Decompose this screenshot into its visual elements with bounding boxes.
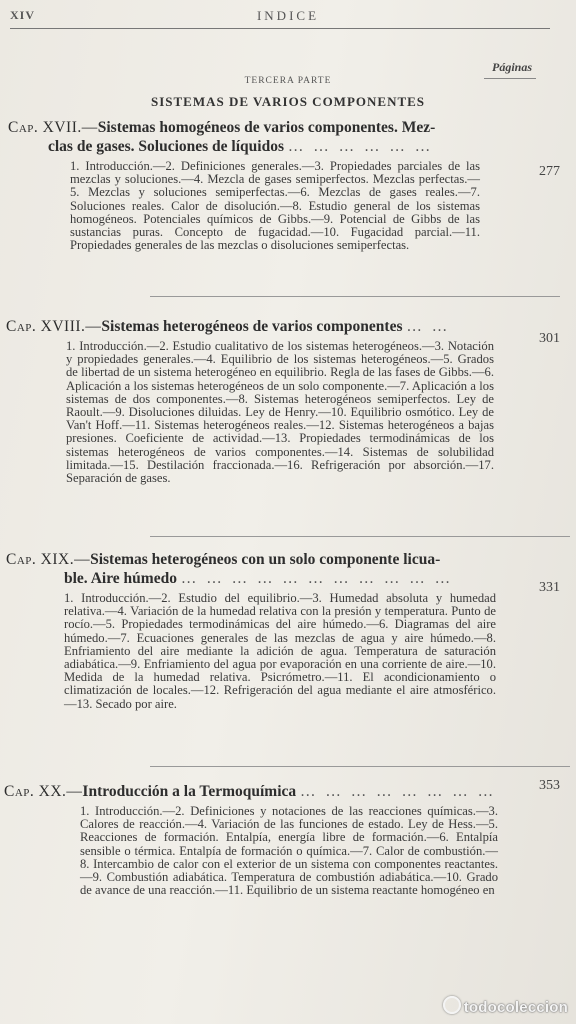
chapter-page: 277 [539, 164, 560, 179]
chapter-title-line1: Sistemas heterogéneos con un solo componente licua- [90, 551, 441, 568]
page-number: XIV [10, 8, 36, 22]
chapter-title-line1: Sistemas heterogéneos de varios componentes [101, 318, 403, 335]
chapter-number: Cap. XVII.— [8, 119, 98, 136]
chapter-number: Cap. XX.— [4, 783, 83, 800]
leader-dots: … … [406, 318, 451, 335]
running-header [0, 8, 576, 28]
part-label: TERCERA PARTE [244, 76, 332, 86]
chapter-title-line2: clas de gases. Soluciones de líquidos [48, 138, 284, 155]
chapter-contents: 1. Introducción.—2. Estudio del equilibrio.—3. Humedad absoluta y humedad relativa.—4. Variación de la humedad relativa con la presión y temperatura. Punto de rocío.—5. Propiedades termodinámicas del aire húmedo.—6. Diagramas del aire húmedo.—7. Ecuaciones generales de las mezclas de agua y aire húmedo.—8. Enfriamiento del aire mediante la adición de agua. Temperatura de saturación adiabática.—9. Enfriamiento del agua por evaporación en una corriente de aire.—10. Medida de la humedad relativa. Psicrómetro.—11. El acondicionamiento o climatización de locales.—12. Refrigeración del agua mediante el aire atmosférico.—13. Secado por aire. [64, 591, 496, 711]
divider [150, 536, 570, 537]
part-title: SISTEMAS DE VARIOS COMPONENTES [150, 94, 426, 109]
header-rule [10, 28, 550, 29]
watermark-icon [443, 996, 461, 1014]
page-title: INDICE [256, 8, 320, 23]
chapter-contents: 1. Introducción.—2. Estudio cualitativo de los sistemas heterogéneos.—3. Notación y propiedades generales.—4. Equilibrio de los sistemas heterogéneos.—5. Grados de libertad de un sistema heterogéneo en equilibrio. Regla de las fases de Gibbs.—6. Aplicación a los sistemas heterogéneos de un solo componente.—7. Aplicación a los sistemas de dos componentes.—8. Sistemas heterogéneos semiperfectos. Ley de Raoult.—9. Disoluciones diluidas. Ley de Henry.—10. Equilibrio osmótico. Ley de Van't Hoff.—11. Sistemas heterogéneos reales.—12. Sistemas heterogéneos a bajas presiones. Coeficiente de actividad.—13. Propiedades termodinámicas de los sistemas heterogéneos de varios componentes.—14. Sistemas de solubilidad limitada.—15. Destilación fraccionada.—16. Refrigeración por absorción.—17. Separación de gases. [66, 339, 494, 486]
divider [150, 296, 560, 297]
chapter-xx [0, 778, 576, 898]
chapter-title-line2: ble. Aire húmedo [64, 570, 177, 587]
watermark-logo [443, 996, 568, 1016]
chapter-title-line1: Introducción a la Termoquímica [82, 783, 297, 800]
chapter-page: 331 [539, 580, 560, 595]
chapter-xix [0, 550, 576, 711]
chapter-page: 353 [539, 778, 560, 793]
watermark-text: todocoleccion [463, 999, 568, 1016]
chapter-heading [0, 118, 576, 179]
chapter-number: Cap. XVIII.— [6, 318, 102, 335]
chapter-contents: 1. Introducción.—2. Definiciones generales.—3. Propiedades parciales de las mezclas y soluciones.—4. Mezcla de gases semiperfectos. Mezclas perfectas.—5. Mezclas y soluciones semiperfectas.—6. Mezclas de gases reales.—7. Soluciones reales. Calor de disolución.—8. Estudio general de los sistemas homogéneos. Potenciales químicos de Gibbs.—9. Potencial de Gibbs de las sustancias puras. Concepto de fugacidad.—10. Fugacidad parcial.—11. Propiedades generales de las mezclas o disoluciones semiperfectas. [70, 159, 480, 253]
leader-dots: … … … … … … [287, 138, 434, 155]
chapter-contents: 1. Introducción.—2. Definiciones y notaciones de las reacciones químicas.—3. Calores de reacción.—4. Variación de las funciones de estado. Ley de Hess.—5. Reacciones de formación. Entalpía, energía libre de formación.—6. Entalpía sensible o térmica. Entalpía de formación o química.—7. Calor de combustión.—8. Intercambio de calor con el exterior de un sistema con componentes reactantes.—9. Combustión adiabática. Temperatura de combustión adiabática.—10. Grado de avance de una reacción.—11. Equilibrio de un sistema reactante homogéneo en [80, 804, 498, 898]
chapter-heading [0, 550, 576, 595]
chapter-heading [0, 317, 576, 346]
chapter-number: Cap. XIX.— [6, 551, 91, 568]
chapter-page: 301 [539, 331, 560, 346]
chapter-title-line1: Sistemas homogéneos de varios componentes. Mez- [97, 119, 436, 136]
divider [150, 766, 570, 767]
chapter-xvii [0, 118, 576, 252]
leader-dots: … … … … … … … … [300, 783, 497, 800]
paginas-label: Páginas [491, 60, 532, 74]
chapter-heading [0, 778, 576, 801]
leader-dots: … … … … … … … … … … … [180, 570, 454, 587]
chapter-xviii [0, 317, 576, 485]
